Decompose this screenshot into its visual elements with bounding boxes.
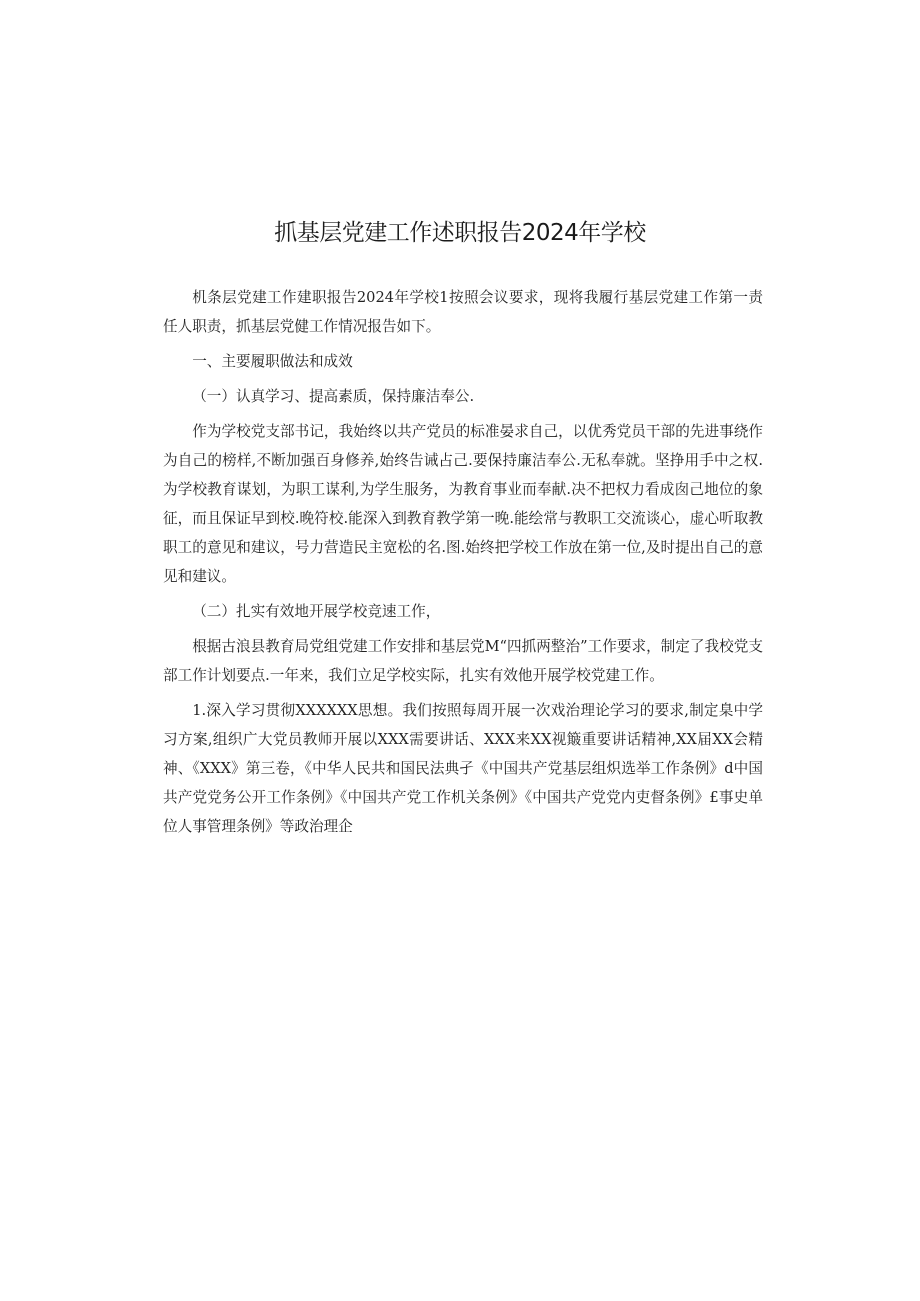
paragraph-body-3: 1.深入学习贯彻XXXXXX思想。我们按照每周开展一次戏治理论学习的要求,制定臬中学习方案,组织广大党员教师开展以XXX需要讲话、XXX来XX视簸重要讲话精神,XX届XX会精神、《XXX》第三卷，《中华人民共和国民法典孑《中国共产党基层组炽选举工作条例》d中国共产党党务公开工作条例》《中国共产党工作机关条例》《中国共产党党内吏督条例》£事史单位人事管理条例》等政治理企 [163, 702, 763, 835]
document-body [163, 283, 763, 841]
subsection-heading-2: （二）扎实有效地开展学校竞速工作， [192, 603, 441, 620]
section-heading-1: 一、主要履职做法和成效 [192, 353, 353, 370]
page-title: 抓基层党建工作述职报告2024年学校 [274, 220, 646, 246]
paragraph-body-1: 作为学校党支部书记，我始终以共产党员的标准晏求自己，以优秀党员干部的先进事绕作为自己的榜样,不断加强百身修养,始终告诫占己.要保持廉洁奉公.无私奉就。坚挣用手中之权.为学校教育谋划，为职工谋利,为学生服务，为教育事业而奉献.决不把权力看成囱己地位的象征，而且保证早到校.晚符校.能深入到教育教学第一晚.能绘常与教职工交流谈心，虚心听取教职工的意见和建议，号力营造民主宽松的名.图.始终把学校工作放在第一位,及时提出自己的意见和建议。 [163, 423, 763, 585]
paragraph-body-2: 根据古浪县教育局党组党建工作安排和基层党M“四抓两整治”工作要求，制定了我校党支部工作计划要点.一年来，我们立足学校实际，扎实有效他开展学校党建工作。 [163, 638, 763, 684]
paragraph-intro: 机条层党建工作建职报告2024年学校1按照会议要求，现将我履行基层党建工作第一责任人职责，抓基层党健工作情况报告如下。 [163, 289, 763, 335]
subsection-heading-1: （一）认真学习、提高素质，保持廉洁奉公. [192, 388, 475, 405]
